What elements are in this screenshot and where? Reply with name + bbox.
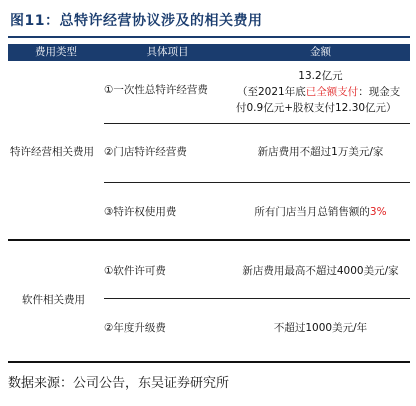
title-underline	[8, 36, 410, 38]
amount-text: （至2021年底	[237, 86, 306, 98]
source-note: 数据来源：公司公告，东吴证券研究所	[8, 376, 230, 391]
table-bottom-border	[8, 361, 410, 363]
amount-text: 所有门店当月总销售额的	[254, 206, 370, 218]
amount-highlight: 3%	[369, 206, 387, 218]
row-amount	[231, 204, 410, 220]
row-amount: 不超过1000美元/年	[273, 322, 368, 334]
row-item: ③特许权使用费	[104, 206, 177, 218]
row-amount: 新店费用最高不超过4000美元/家	[242, 265, 399, 277]
figure-title: 图11：总特许经营协议涉及的相关费用	[10, 13, 263, 29]
row-amount-line2	[237, 84, 400, 100]
header-item: 具体项目	[146, 46, 189, 58]
figure-title-bar	[8, 6, 410, 34]
row-item: ①软件许可费	[104, 265, 166, 277]
row-amount: 新店费用不超过1万美元/家	[257, 146, 384, 158]
row-divider	[104, 123, 410, 124]
row-item: ①一次性总特许经营费	[104, 84, 208, 96]
row-item: ②门店特许经营费	[104, 146, 187, 158]
row-divider	[104, 298, 410, 299]
group-software-label: 软件相关费用	[22, 294, 85, 306]
header-fee-type: 费用类型	[35, 46, 77, 58]
row-amount-line1: 13.2亿元	[298, 70, 343, 82]
group-franchise-label: 特许经营相关费用	[10, 146, 94, 158]
table-header	[8, 44, 410, 61]
row-divider	[104, 182, 410, 183]
row-amount-line3: 付0.9亿元+股权支付12.30亿元）	[236, 102, 397, 114]
header-amount: 金额	[310, 46, 331, 58]
row-item: ②年度升级费	[104, 322, 166, 334]
group-divider	[8, 239, 410, 241]
amount-highlight: 已全额支付	[305, 86, 359, 98]
amount-text: ：现金支	[358, 86, 401, 98]
